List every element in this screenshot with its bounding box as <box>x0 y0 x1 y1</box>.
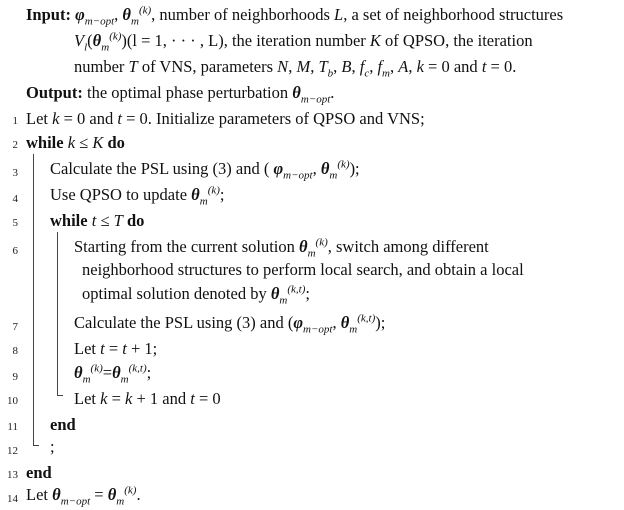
algo-line-2: while k ≤ K do <box>26 133 125 152</box>
algo-line-8: Let t = t + 1; <box>74 339 158 358</box>
line-number: 6 <box>12 245 18 257</box>
line-number: 7 <box>12 321 18 333</box>
algo-line-5: while t ≤ T do <box>50 211 145 230</box>
output-label: Output: <box>26 83 83 102</box>
algo-line-1: Let k = 0 and t = 0. Initialize parameters of QPSO and VNS; <box>26 109 425 128</box>
line-number: 10 <box>7 395 18 407</box>
algo-line-10: Let k = k + 1 and t = 0 <box>74 389 221 408</box>
input-label: Input: <box>26 5 71 24</box>
algo-line-4: Use QPSO to update $\theta_m^{(k)}$; <box>50 184 225 208</box>
line-number: 12 <box>7 445 18 457</box>
inner-loop-bar <box>57 232 58 396</box>
line-number: 5 <box>12 217 18 229</box>
algo-line-7: Calculate the PSL using (3) and ($\varphi_{m-opt}$, $\theta_m^{(k,t)}$); <box>74 312 386 336</box>
output-line: Output: the optimal phase perturbation $\theta_{m-opt}$. <box>26 83 335 106</box>
outer-loop-bar <box>33 154 34 446</box>
algo-line-11: end <box>50 415 76 434</box>
algo-line-6b: neighborhood structures to perform local search, and obtain a local <box>82 260 524 279</box>
algo-line-6a: Starting from the current solution $\theta_m^{(k)}$, switch among different <box>74 236 489 260</box>
input-line-2: $V_l(\theta_m^{(k)})(l = 1$, · · · , L), the iteration number K of QPSO, the iteration <box>74 30 533 54</box>
input-line-1: Input: $\varphi_{m-opt}$, $\theta_m^{(k)}$, number of neighborhoods L, a set of neighborhood structures <box>26 4 564 28</box>
line-number: 4 <box>12 193 18 205</box>
line-number: 1 <box>12 115 18 127</box>
algo-line-3: Calculate the PSL using (3) and ( $\varphi_{m-opt}$, $\theta_m^{(k)}$); <box>50 158 360 182</box>
line-number: 11 <box>7 421 18 433</box>
line-number: 2 <box>12 139 18 151</box>
line-number: 8 <box>12 345 18 357</box>
algo-line-14: Let $\theta_{m-opt} = \theta_m^{(k)}$. <box>26 484 141 508</box>
line-number: 13 <box>7 469 18 481</box>
input-line-3: number T of VNS, parameters N, M, $T_b$, B, $f_c$, $f_m$, A, k = 0 and t = 0. <box>74 57 517 80</box>
line-number: 9 <box>12 371 18 383</box>
line-number: 14 <box>7 493 18 505</box>
algo-line-6c: optimal solution denoted by $\theta_m^{(k,t)}$; <box>82 283 310 307</box>
algo-line-12: ; <box>50 437 55 456</box>
algo-line-13: end <box>26 463 52 482</box>
line-number: 3 <box>12 167 18 179</box>
algo-line-9: $\theta_m^{(k)}=\theta_m^{(k,t)}$; <box>74 362 152 386</box>
